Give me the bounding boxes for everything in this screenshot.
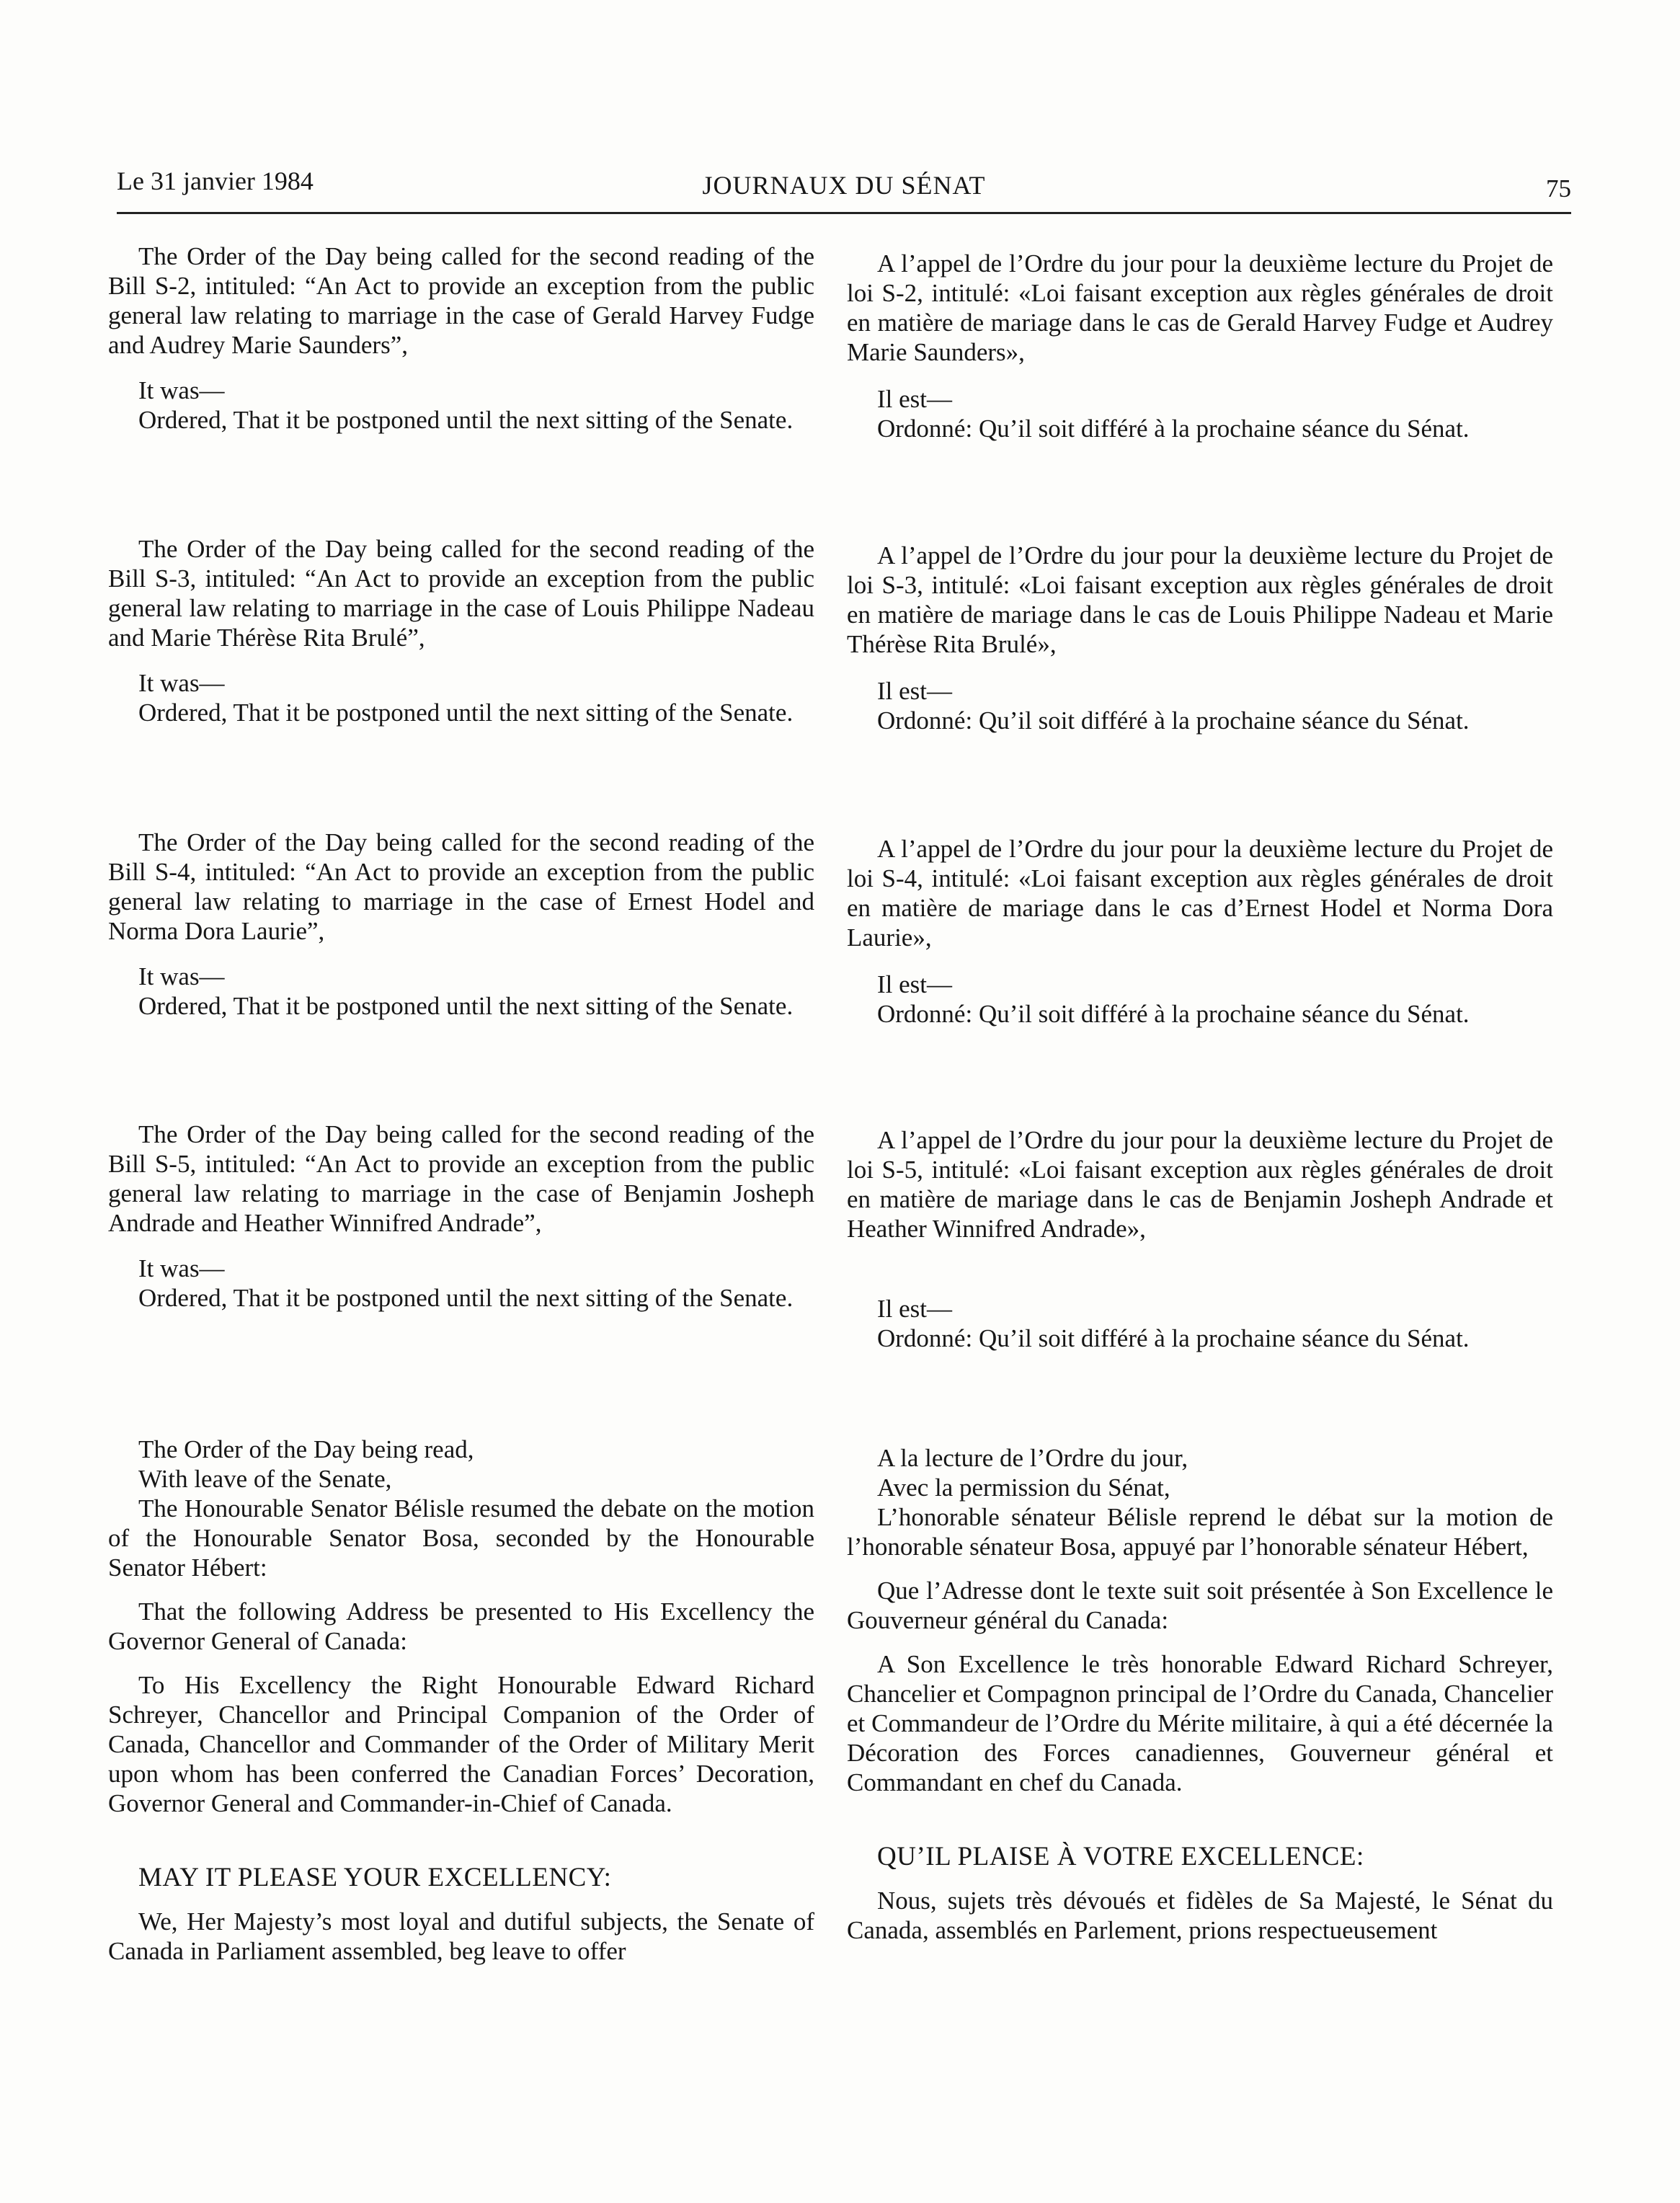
page-number: 75	[1546, 174, 1571, 203]
left-it-was: It was—	[138, 962, 225, 990]
left-address-recipient: To His Excellency the Right Honourable Edward Richard Schreyer, Chancellor and Principal Companion of the Order of Canada, Chancellor and Commander of the Order of Military Merit upon whom has been conferred the Canadian Forces’ Decoration, Governor General and Commander-in-Chief of Canada.	[108, 1671, 814, 1817]
right-ordonne: Ordonné: Qu’il soit différé à la prochaine séance du Sénat.	[877, 1324, 1470, 1352]
right-bill-s2	[847, 249, 1553, 443]
left-ordered: Ordered, That it be postponed until the next sitting of the Senate.	[138, 406, 794, 434]
right-order-read: A la lecture de l’Ordre du jour,	[877, 1444, 1188, 1472]
right-order-paragraph: A l’appel de l’Ordre du jour pour la deuxième lecture du Projet de loi S-2, intitulé: «Loi faisant exception aux règles générales de droit en matière de mariage dans le cas de Gerald Harvey Fudge et Audrey Marie Saunders»,	[847, 249, 1553, 366]
right-order-paragraph: A l’appel de l’Ordre du jour pour la deuxième lecture du Projet de loi S-3, intitulé: «Loi faisant exception aux règles générales de droit en matière de mariage dans le cas de Louis Philippe Nadeau et Marie Thérèse Rita Brulé»,	[847, 541, 1553, 658]
right-address-section	[847, 1443, 1553, 1945]
left-ordered: Ordered, That it be postponed until the next sitting of the Senate.	[138, 699, 794, 727]
left-bill-s5	[108, 1120, 814, 1313]
right-il-est: Il est—	[877, 970, 953, 998]
left-ordered: Ordered, That it be postponed until the next sitting of the Senate.	[138, 1284, 794, 1312]
left-ordered: Ordered, That it be postponed until the next sitting of the Senate.	[138, 992, 794, 1020]
left-order-paragraph: The Order of the Day being called for the second reading of the Bill S-4, intituled: “An Act to provide an exception from the public general law relating to marriage in the case of Ernest Hodel and Norma Dora Laurie”,	[108, 828, 814, 945]
left-order-paragraph: The Order of the Day being called for the second reading of the Bill S-3, intituled: “An Act to provide an exception from the public general law relating to marriage in the case of Louis Philippe Nadeau and Marie Thérèse Rita Brulé”,	[108, 535, 814, 652]
right-il-est: Il est—	[877, 677, 953, 705]
left-bill-s3	[108, 534, 814, 727]
left-address-body: We, Her Majesty’s most loyal and dutiful subjects, the Senate of Canada in Parliament assembled, beg leave to offer	[108, 1907, 814, 1965]
left-address-section	[108, 1435, 814, 1966]
right-bill-s4	[847, 834, 1553, 1029]
left-bill-s4	[108, 828, 814, 1021]
right-ordonne: Ordonné: Qu’il soit différé à la prochaine séance du Sénat.	[877, 706, 1470, 735]
left-debate-paragraph: The Honourable Senator Bélisle resumed the debate on the motion of the Honourable Senator Bosa, seconded by the Honourable Senator Hébert:	[108, 1494, 814, 1582]
right-order-paragraph: A l’appel de l’Ordre du jour pour la deuxième lecture du Projet de loi S-5, intitulé: «Loi faisant exception aux règles générales de droit en matière de mariage dans le cas de Benjamin Josheph Andrade et Heather Winnifred Andrade»,	[847, 1126, 1553, 1243]
right-address-body: Nous, sujets très dévoués et fidèles de Sa Majesté, le Sénat du Canada, assemblés en Parlement, prions respectueusement	[847, 1887, 1553, 1944]
left-order-paragraph: The Order of the Day being called for the second reading of the Bill S-5, intituled: “An Act to provide an exception from the public general law relating to marriage in the case of Benjamin Josheph Andrade and Heather Winnifred Andrade”,	[108, 1120, 814, 1237]
right-bill-s5	[847, 1125, 1553, 1353]
page-header	[117, 164, 1571, 214]
left-with-leave: With leave of the Senate,	[138, 1465, 392, 1493]
left-it-was: It was—	[138, 669, 225, 697]
right-with-leave: Avec la permission du Sénat,	[877, 1473, 1170, 1502]
right-salutation: QU’IL PLAISE À VOTRE EXCELLENCE:	[877, 1842, 1364, 1871]
right-order-paragraph: A l’appel de l’Ordre du jour pour la deuxième lecture du Projet de loi S-4, intitulé: «Loi faisant exception aux règles générales de droit en matière de mariage dans le cas d’Ernest Hodel et Norma Dora Laurie»,	[847, 835, 1553, 952]
header-title: JOURNAUX DU SÉNAT	[702, 171, 986, 200]
right-ordonne: Ordonné: Qu’il soit différé à la prochaine séance du Sénat.	[877, 415, 1470, 443]
left-it-was: It was—	[138, 1254, 225, 1282]
right-il-est: Il est—	[877, 385, 953, 413]
header-date: Le 31 janvier 1984	[117, 167, 314, 195]
left-order-paragraph: The Order of the Day being called for the second reading of the Bill S-2, intituled: “An Act to provide an exception from the public general law relating to marriage in the case of Gerald Harvey Fudge and Audrey Marie Saunders”,	[108, 242, 814, 359]
right-debate-paragraph: L’honorable sénateur Bélisle reprend le débat sur la motion de l’honorable sénateur Bosa, appuyé par l’honorable sénateur Hébert,	[847, 1503, 1553, 1561]
left-address-intro: That the following Address be presented to His Excellency the Governor General of Canada:	[108, 1597, 814, 1655]
left-salutation: MAY IT PLEASE YOUR EXCELLENCY:	[138, 1863, 612, 1892]
right-bill-s3	[847, 541, 1553, 735]
right-address-intro: Que l’Adresse dont le texte suit soit présentée à Son Excellence le Gouverneur général du Canada:	[847, 1577, 1553, 1634]
right-il-est: Il est—	[877, 1295, 953, 1323]
left-bill-s2	[108, 241, 814, 435]
left-order-read: The Order of the Day being read,	[138, 1435, 474, 1463]
left-it-was: It was—	[138, 376, 225, 404]
right-address-recipient: A Son Excellence le très honorable Edward Richard Schreyer, Chancelier et Compagnon principal de l’Ordre du Canada, Chancelier et Commandeur de l’Ordre du Mérite militaire, à qui a été décernée la Décoration des Forces canadiennes, Gouverneur général et Commandant en chef du Canada.	[847, 1650, 1553, 1796]
right-ordonne: Ordonné: Qu’il soit différé à la prochaine séance du Sénat.	[877, 1000, 1470, 1028]
